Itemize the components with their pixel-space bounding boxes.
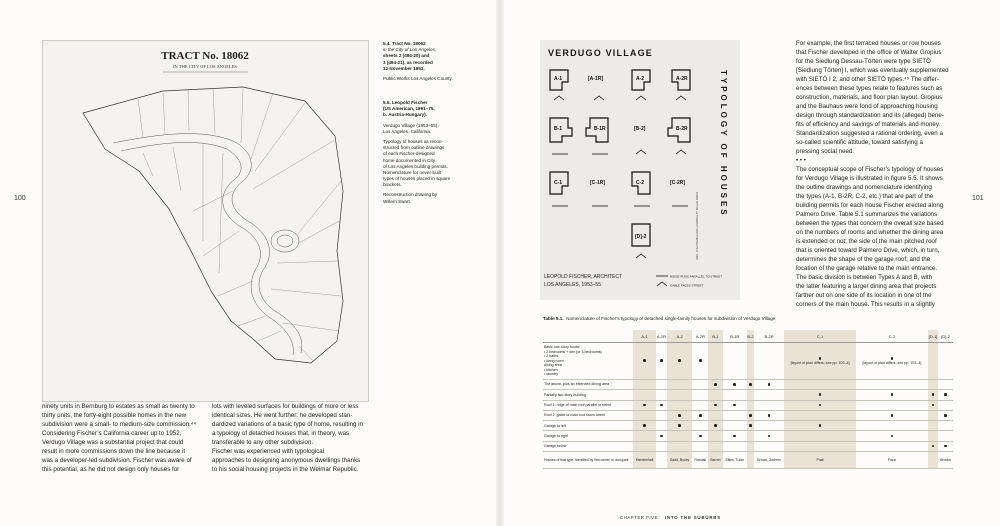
body-line: fits of efficiency and savings of materials and money. — [796, 120, 941, 128]
col-a-1r: A-1R — [656, 330, 667, 343]
col-b-2: B-2 — [747, 330, 754, 343]
lot-lines — [138, 88, 341, 361]
svg-text:[D]-2: [D]-2 — [635, 234, 647, 240]
type-b-1r — [586, 118, 608, 142]
left-body-column-2 — [212, 403, 372, 475]
table-dot — [891, 357, 894, 360]
body-line: this potential, as he did not design only houses for — [42, 465, 180, 473]
table-row-owners: Houses of that type, identified by first owner or occupant Mendenhall Gadd, Busby Randall Barron Stiles, Tullar Brown, Jochem Pratt Pazzi Brooks — [543, 452, 953, 469]
table-5-1 — [543, 330, 953, 469]
body-line: thirty units, the forty-eight possible homes in the new — [42, 411, 187, 419]
body-line: The basic division is between Types A and B, with — [796, 273, 933, 281]
caption-5-5-work: Verdugo Village (1953–55), — [383, 122, 439, 128]
body-line: so-called scientific attitude, toward satisfying a — [796, 138, 923, 146]
table-caption — [543, 316, 775, 321]
caption-5-5-desc3: of each Fischer-designed — [383, 151, 435, 157]
page-number-left: 100 — [14, 195, 26, 202]
table-row-roof-2: Roof 2: gable of main roof faces street — [543, 410, 953, 420]
tract-map-drawing — [43, 41, 368, 401]
table-row-garage-left: Garage to left — [543, 421, 953, 431]
map-subtitle: IN THE CITY OF LOS ANGELES — [173, 64, 237, 69]
svg-text:B-1R: B-1R — [594, 126, 606, 132]
street-palmero-drive — [113, 134, 302, 355]
type-a-1r — [588, 76, 603, 82]
caption-5-5-desc6: Nomenclature for never-built — [383, 169, 441, 175]
body-line: construction, materials, and floor plan layout. Gropius — [796, 93, 943, 101]
body-line: the latter featuring a larger dining area that projects — [796, 282, 937, 290]
type-a-2r — [672, 70, 690, 90]
body-line: subdivision were a small- to medium-size commission.⁴⁴ — [42, 420, 197, 428]
col-b-1r: B-1R — [723, 330, 747, 343]
figure-caption-5-5 — [383, 100, 478, 205]
tract-boundary — [83, 87, 343, 363]
caption-5-5-desc4: home documented in City — [383, 157, 436, 163]
body-line: corners of the main house. This results in a slightly — [796, 300, 935, 308]
c2-note: [layout of plan differs; see pp. 103–4] — [862, 361, 922, 365]
table-caption-label: Table 5.1. — [543, 316, 564, 321]
svg-text:[C-1R]: [C-1R] — [590, 180, 605, 186]
running-footer — [620, 515, 721, 520]
svg-text:[B-2]: [B-2] — [634, 126, 646, 132]
body-line: a typology of detached houses that, in theory, was — [212, 429, 350, 437]
figure-architect: LEOPOLD FISCHER, ARCHITECT — [544, 274, 623, 280]
body-line: dardized variations of a basic type of home, resulting in — [212, 420, 363, 428]
caption-5-5-desc2: structed from outline drawings — [383, 145, 445, 151]
svg-text:[A-1R]: [A-1R] — [588, 76, 603, 82]
type-c-1 — [550, 172, 568, 194]
table-dot — [678, 359, 681, 362]
caption-5-4-line3: 3 (494-21), as recorded — [383, 59, 433, 65]
legend-gable: GABLE FACES STREET — [670, 283, 704, 288]
caption-5-5-desc7: types of houses placed in square — [383, 176, 451, 182]
typology-figure — [540, 40, 740, 300]
col-c-1: C-1 — [784, 330, 856, 343]
svg-text:A-1: A-1 — [554, 76, 563, 82]
svg-text:C-2: C-2 — [636, 180, 645, 186]
tract-map-plate — [42, 40, 369, 402]
left-body-column-1 — [42, 403, 202, 475]
figure-title: VERDUGO VILLAGE — [548, 48, 654, 58]
legend-ridge: RIDGE RUNS PARALLEL TO STREET — [670, 274, 723, 279]
figure-legend — [656, 275, 722, 288]
figure-vertical-title: TYPOLOGY OF HOUSES — [719, 70, 728, 218]
body-line: lots with leveled surfaces for buildings of more or less — [212, 403, 359, 410]
table-row-garage-below: Garage below — [543, 441, 953, 451]
body-line: Standardization suggested a rational ordering, even a — [796, 129, 943, 137]
col-a-2: A-2 — [667, 330, 693, 343]
page-number-right: 101 — [972, 195, 984, 202]
body-line: Palmero Drive. Table 5.1 summarizes the variations — [796, 210, 938, 218]
caption-5-5-desc8: brackets. — [383, 182, 402, 188]
body-line: on the numbers of rooms and whether the dining area — [796, 228, 944, 236]
svg-text:[C-2R]: [C-2R] — [670, 180, 685, 186]
svg-text:B-1: B-1 — [554, 126, 563, 132]
type-b-1 — [550, 118, 572, 142]
body-line: approaches to designing anonymous dwellings thanks — [212, 456, 361, 464]
body-line: location of the garage relative to the main entrance. — [796, 264, 938, 272]
footer-chapter: CHAPTER FIVE — [620, 515, 658, 520]
body-line: was a developer-led subdivision. Fischer was aware of — [42, 456, 192, 464]
body-line: building permits for each house Fischer erected along — [796, 201, 944, 209]
footer-title: INTO THE SUBURBS — [664, 515, 721, 520]
row-label: Basic one-story house: • 2 bedrooms + den [or 3 bedrooms] • 2 baths • living room dining area • kitchen • laundry — [543, 343, 633, 380]
roof-symbols — [552, 96, 688, 258]
svg-text:A-2: A-2 — [636, 76, 645, 82]
figure-caption-5-4 — [383, 41, 478, 82]
svg-text:A-2R: A-2R — [676, 76, 688, 82]
caption-5-5-title: 5.5. Leopold Fischer — [383, 100, 428, 105]
table-dot — [699, 359, 702, 362]
body-line: for Verdugo Village is illustrated in figure 5.5. It shows — [796, 174, 943, 182]
col-a-1: A-1 — [633, 330, 656, 343]
type-c-1r — [590, 180, 605, 186]
figure-date: LOS ANGELES, 1953–55 — [544, 282, 601, 288]
body-line: that Fischer developed in the office of Walter Gropius — [796, 48, 942, 56]
table-row-basic — [543, 343, 953, 380]
type-b-2 — [634, 126, 646, 132]
body-line: transferable to any other subdivision. — [212, 438, 314, 446]
body-line: pressing social need. — [796, 147, 855, 155]
table-dot — [819, 357, 822, 360]
body-line: identical sizes. He went further: he developed stan- — [212, 411, 353, 419]
caption-5-5-recon1: Reconstruction drawing by — [383, 192, 438, 198]
body-line: For example, the first terraced houses or row houses — [796, 40, 941, 47]
caption-5-5-desc5: of Los Angeles building permits. — [383, 163, 448, 169]
caption-5-4-line4: 12 November 1953. — [383, 65, 425, 71]
col-c-2: C-2 — [856, 330, 928, 343]
body-line: that is oriented toward Palmero Drive, which, in turn, — [796, 246, 940, 254]
body-line: farther out on one side of its location in one of the — [796, 291, 932, 299]
c1-note: [layout of plan differs; see pp. 103–4] — [790, 361, 850, 365]
col-b-2r: B-2R — [754, 330, 784, 343]
caption-5-5-life2: b. Austria-Hungary). — [383, 112, 427, 118]
col-a-2r: A-2R — [692, 330, 708, 343]
body-line: [Siedlung Törten] I, which was eventually supplemented — [796, 66, 949, 74]
body-line: Considering Fischer’s California career up to 1952, — [42, 429, 182, 437]
body-line: for the Siedlung Dessau-Törten were type SIETÖ — [796, 57, 931, 65]
caption-5-4-title: 5.4. Tract No. 18062 — [383, 41, 426, 46]
right-body-column — [796, 40, 964, 310]
section-break: • • • — [796, 156, 806, 164]
body-line: design through standardization and its (alleged) bene- — [796, 111, 944, 119]
body-line: the outline drawings and nomenclature identifying — [796, 183, 932, 191]
caption-5-5-place: Los Angeles, California. — [383, 128, 432, 134]
table-dot — [660, 359, 663, 362]
caption-5-4-line2: sheets 2 (494-20) and — [383, 53, 430, 59]
body-line: to his social housing projects in the Weimar Republic. — [212, 465, 359, 473]
book-gutter — [496, 0, 504, 526]
body-line: the types (A-1, B-2R, C-2, etc.) that are part of the — [796, 192, 934, 200]
body-line: The conceptual scope of Fischer’s typology of houses — [796, 165, 944, 173]
map-title: TRACT No. 18062 — [161, 50, 249, 62]
body-line: with SIETÖ I 2, and other SIETÖ types.⁴⁵ The differ- — [796, 75, 939, 83]
table-row-garage-right: Garage to right — [543, 431, 953, 441]
figure-stamp: DATA: 17 SEPTEMBER 2015 | DRAWING BY: WILLEM SWART — [696, 191, 699, 260]
type-c-2r — [670, 180, 685, 186]
type-c-2 — [632, 172, 650, 194]
type-a-1 — [550, 70, 568, 90]
type-a-2 — [632, 70, 650, 90]
col-d-1: [D-1] — [928, 330, 938, 343]
body-line: determines the shape of the garage roof; and the — [796, 255, 931, 263]
type-b-2r — [668, 118, 690, 142]
body-line: Verdugo Village was a substantial project that could — [42, 438, 184, 446]
table-caption-text: Nomenclature of Fischer’s typology of detached single-family houses for subdivision of Verdugo Village — [566, 316, 776, 321]
caption-5-5-life1: (US American, 1891–75, — [383, 106, 435, 112]
svg-text:C-1: C-1 — [554, 180, 563, 186]
svg-text:B-2R: B-2R — [676, 126, 688, 132]
col-d-2: [D]-2 — [938, 330, 953, 343]
type-d-2 — [632, 224, 650, 246]
body-line: ninety units in Bernburg to estates as small as twenty to — [42, 403, 195, 410]
table-row-two-story: Partially two-story building — [543, 390, 953, 400]
table-row-roof-1: Roof 1: ridge of main roof parallel to street — [543, 400, 953, 410]
caption-5-5-recon2: Willem Swart. — [383, 198, 412, 204]
body-line: result in more commissions down the line because it — [42, 447, 186, 455]
col-b-1: B-1 — [708, 330, 722, 343]
caption-5-4-line1: in the City of Los Angeles, — [383, 47, 437, 53]
table-row-extended-dining: The above, plus an extended dining area — [543, 380, 953, 390]
body-line: ences between these types relate to features such as — [796, 84, 943, 92]
body-line: is extended or not; the side of the main pitched roof — [796, 237, 937, 245]
caption-5-4-credit: Public Works Los Angeles County. — [383, 75, 453, 81]
body-line: and the Bauhaus were fond of approaching housing — [796, 102, 938, 110]
table-dot — [643, 359, 646, 362]
table-header-row — [543, 330, 953, 343]
body-line: Fischer was experienced with typological — [212, 447, 325, 455]
typology-drawing — [540, 40, 740, 300]
caption-5-5-desc1: Typology of houses as recon- — [383, 138, 444, 144]
body-line: between the types that concern the overall size based — [796, 219, 944, 227]
